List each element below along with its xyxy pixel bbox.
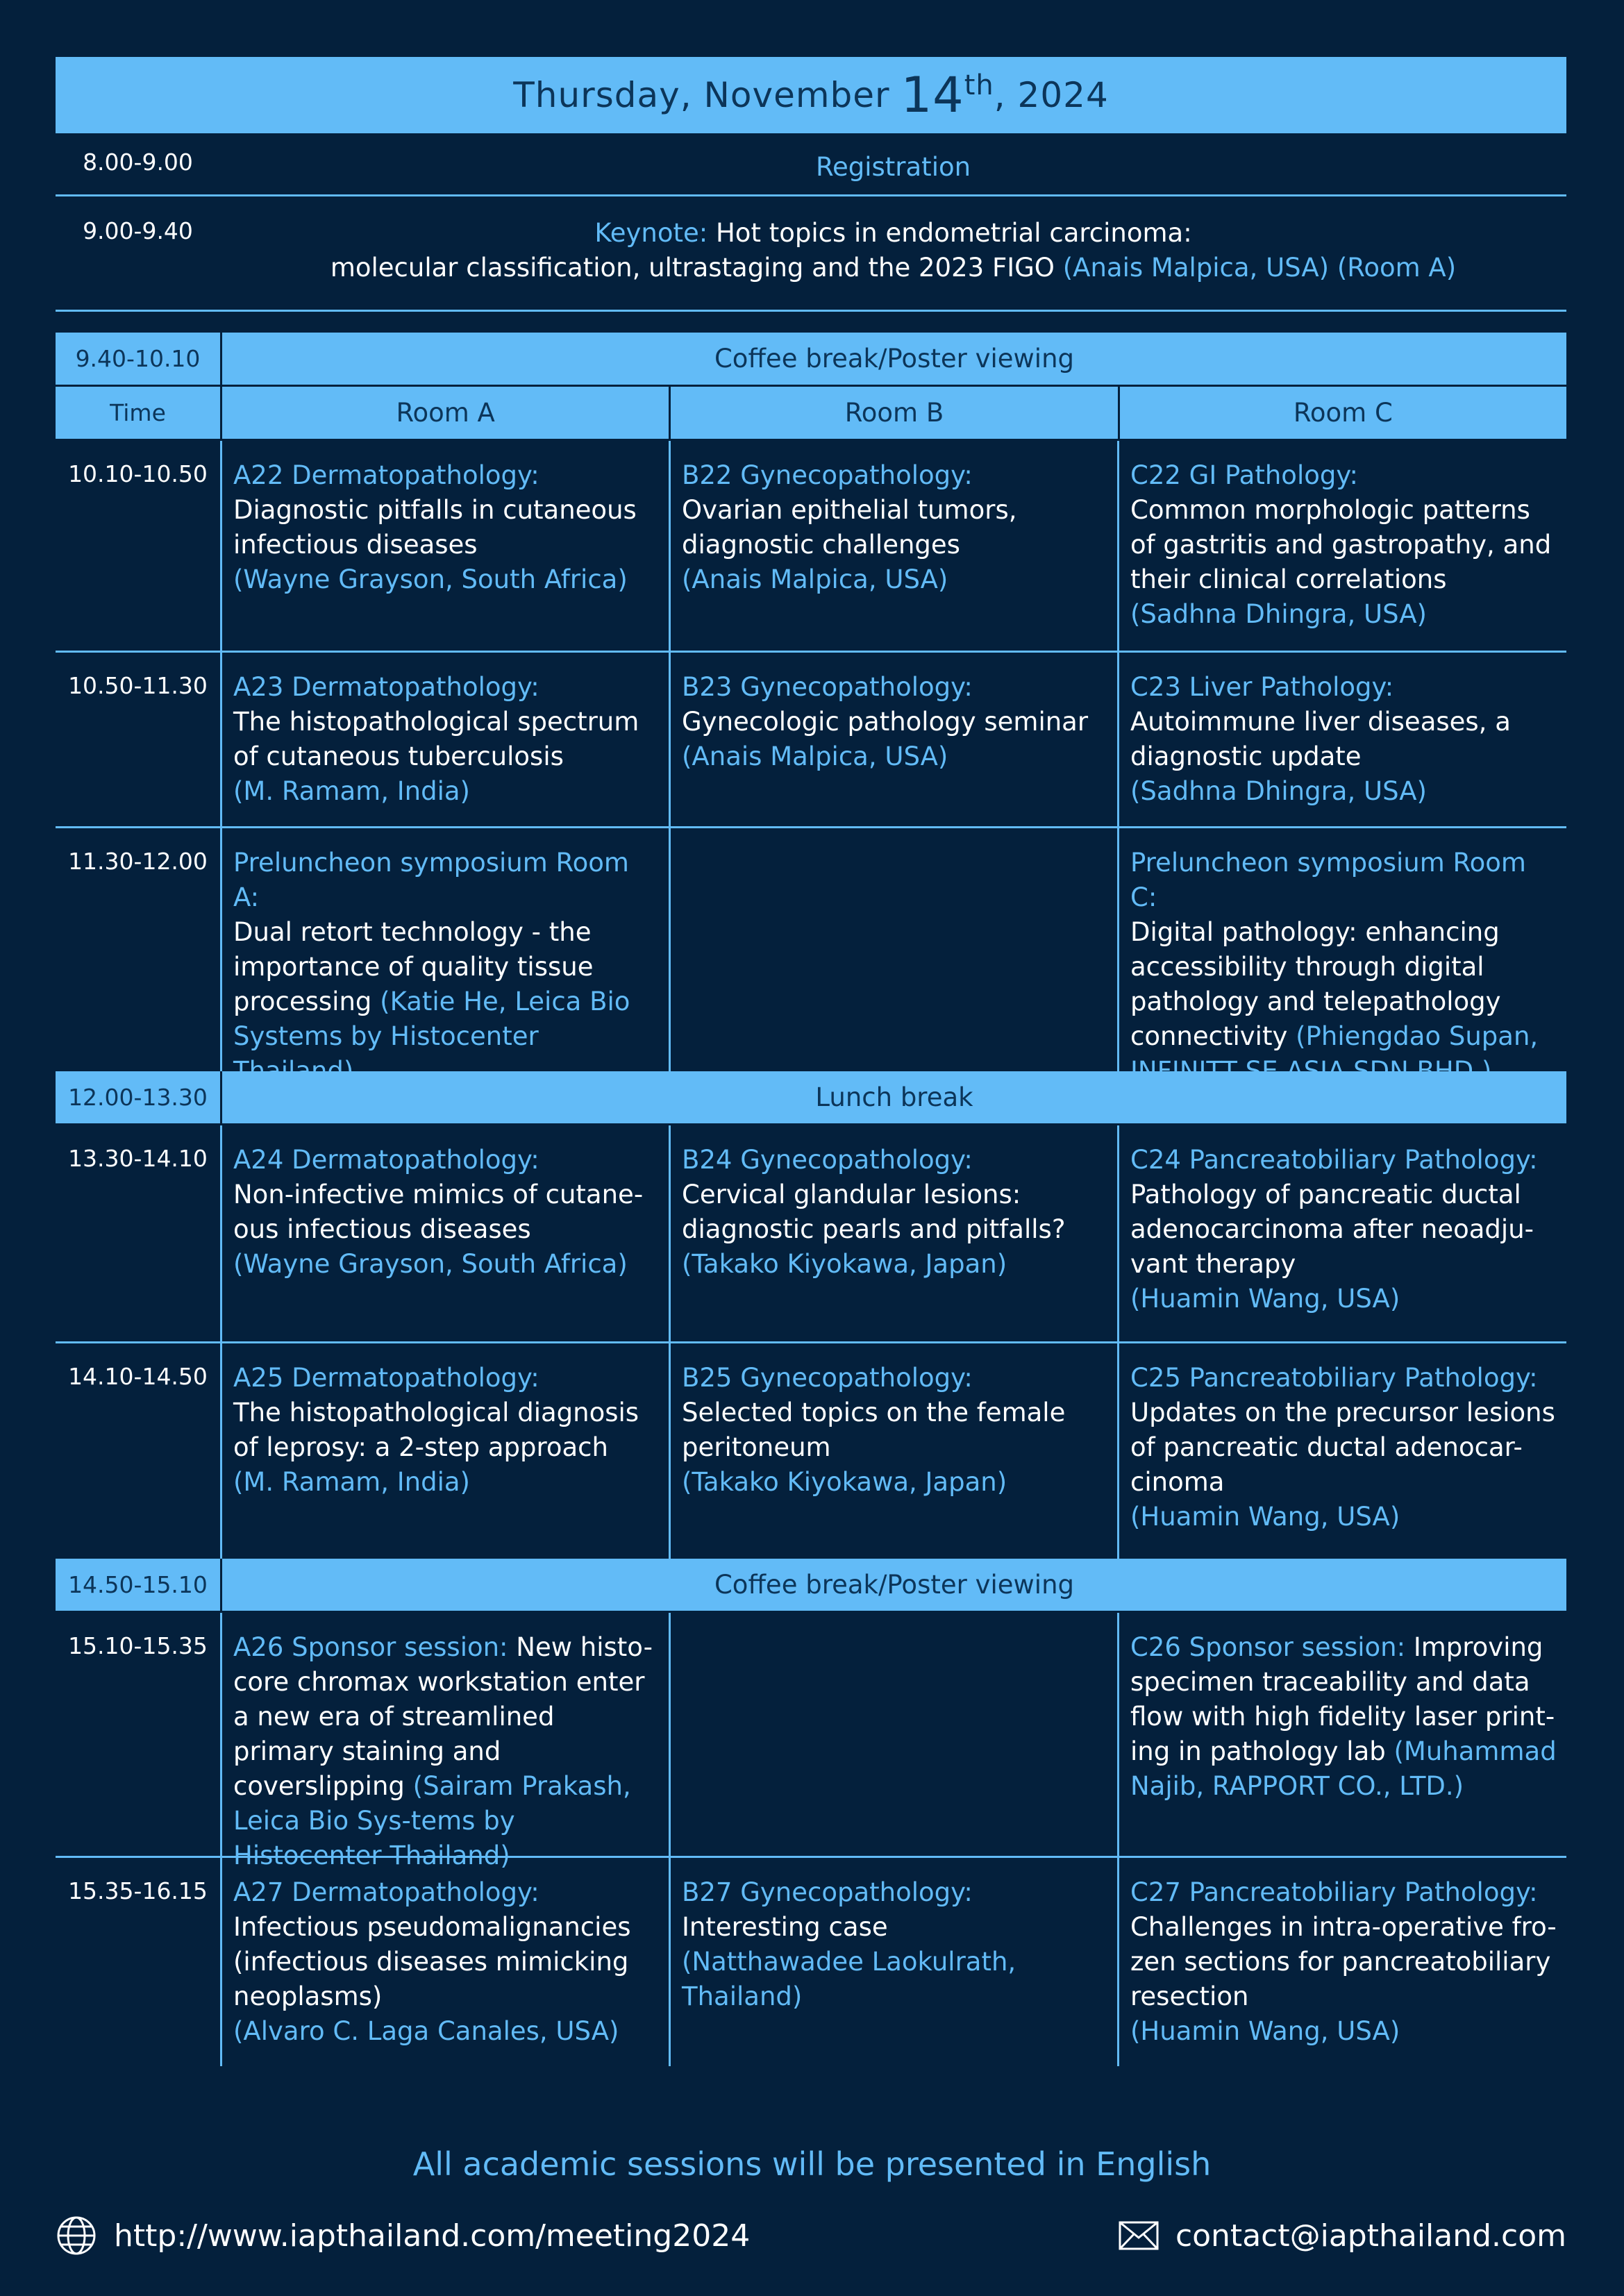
session-room-b [671, 1125, 1119, 1341]
schedule [56, 57, 1566, 2066]
lunch-row [56, 1071, 1566, 1125]
column-header-time: Time [56, 387, 222, 439]
session-title: The histopathological diagnosis of leprosy: a 2-step approach [233, 1398, 639, 1462]
coffee-break-2-label: Coffee break/Poster viewing [714, 1570, 1075, 1600]
session-time: 15.35-16.15 [56, 1858, 222, 2066]
session-room-b [671, 828, 1119, 1071]
session-row [56, 1858, 1566, 2066]
session-row [56, 441, 1566, 653]
session-speaker: (M. Ramam, India) [233, 776, 470, 806]
session-title: Dual retort technology - the importance of quality tissue processing [233, 917, 594, 1016]
lunch-time: 12.00-13.30 [56, 1071, 222, 1123]
session-room-c [1119, 1343, 1566, 1559]
session-room-b [671, 653, 1119, 826]
session-title: Interesting case [682, 1912, 888, 1942]
registration-time: 8.00-9.00 [83, 149, 193, 176]
date-year: , 2024 [994, 75, 1109, 115]
session-room-a [222, 828, 671, 1086]
session-tag: Preluncheon symposium Room A: [233, 848, 629, 912]
session-speaker: (Wayne Grayson, South Africa) [233, 564, 628, 594]
session-tag: C22 GI Pathology: [1130, 460, 1359, 490]
column-header-row [56, 387, 1566, 441]
session-title: Digital pathology: enhancing accessibility through digital pathology and telepathology connectivity [1130, 917, 1501, 1051]
session-time: 14.10-14.50 [56, 1343, 222, 1559]
coffee-break-row-2 [56, 1559, 1566, 1613]
website-link[interactable]: http://www.iapthailand.com/meeting2024 [114, 2218, 751, 2254]
session-title: Non-infective mimics of cutane-ous infectious diseases [233, 1180, 644, 1244]
session-room-a [222, 1858, 671, 2066]
session-title: Updates on the precursor lesions of pancreatic ductal adenocar-cinoma [1130, 1398, 1555, 1497]
session-row [56, 1613, 1566, 1870]
keynote-room: (Room A) [1337, 253, 1457, 283]
keynote-time: 9.00-9.40 [83, 217, 193, 244]
session-title: Common morphologic patterns of gastritis and gastropathy, and their clinical correlations [1130, 495, 1552, 594]
session-title: New histo-core chromax workstation enter a new era of streamlined primary staining and coverslipping [233, 1632, 653, 1801]
session-row [56, 1343, 1566, 1559]
session-room-c [1119, 441, 1566, 651]
session-tag: A26 Sponsor session: [233, 1632, 508, 1662]
envelope-icon [1119, 2221, 1159, 2250]
keynote-line2: molecular classification, ultrastaging and the 2023 FIGO [330, 253, 1055, 283]
email-item[interactable] [1119, 2218, 1566, 2254]
session-title: Diagnostic pitfalls in cutaneous infectious diseases [233, 495, 637, 560]
session-row [56, 828, 1566, 1086]
session-speaker: (Sadhna Dhingra, USA) [1130, 599, 1427, 629]
date-day: 14 [901, 67, 964, 124]
coffee-break-row-1 [56, 333, 1566, 387]
session-tag: Preluncheon symposium Room C: [1130, 848, 1526, 912]
session-tag: C23 Liver Pathology: [1130, 672, 1394, 702]
session-room-b [671, 1613, 1119, 1856]
keynote-cell [220, 196, 1566, 310]
session-speaker: (Katie He, Leica Bio Systems by Histocenter Thailand) [233, 987, 630, 1086]
session-time: 13.30-14.10 [56, 1125, 222, 1341]
session-tag: B24 Gynecopathology: [682, 1145, 973, 1175]
session-tag: C24 Pancreatobiliary Pathology: [1130, 1145, 1538, 1175]
registration-label: Registration [815, 152, 971, 182]
session-speaker: (Sairam Prakash, Leica Bio Sys-tems by Histocenter Thailand) [233, 1771, 631, 1870]
email-link[interactable]: contact@iapthailand.com [1175, 2218, 1566, 2254]
session-time: 15.10-15.35 [56, 1613, 222, 1856]
session-speaker: (Takako Kiyokawa, Japan) [682, 1249, 1007, 1279]
session-time: 11.30-12.00 [56, 828, 222, 1071]
footer-contacts [56, 2215, 1566, 2256]
coffee-break-1-label: Coffee break/Poster viewing [714, 344, 1075, 374]
date-title-bar [56, 57, 1566, 133]
session-room-c [1119, 1125, 1566, 1341]
session-room-b [671, 441, 1119, 651]
keynote-line1: Hot topics in endometrial carcinoma: [715, 218, 1192, 248]
session-tag: A27 Dermatopathology: [233, 1877, 539, 1907]
registration-row [56, 133, 1566, 196]
keynote-tag: Keynote: [594, 218, 708, 248]
session-speaker: (Anais Malpica, USA) [682, 564, 948, 594]
session-title: Selected topics on the female peritoneum [682, 1398, 1066, 1462]
session-tag: A24 Dermatopathology: [233, 1145, 539, 1175]
session-speaker: (Huamin Wang, USA) [1130, 2016, 1400, 2046]
session-speaker: (Muhammad Najib, RAPPORT CO., LTD.) [1130, 1736, 1557, 1801]
session-room-c [1119, 828, 1566, 1086]
session-room-b [671, 1858, 1119, 2066]
session-speaker: (Phiengdao Supan, INFINITT SE ASIA SDN BHD.) [1130, 1021, 1539, 1086]
session-speaker: (Wayne Grayson, South Africa) [233, 1249, 628, 1279]
session-title: Challenges in intra-operative fro-zen sections for pancreatobiliary resection [1130, 1912, 1557, 2011]
date-suffix: th [964, 69, 994, 101]
session-tag: B27 Gynecopathology: [682, 1877, 973, 1907]
session-tag: B23 Gynecopathology: [682, 672, 973, 702]
session-room-a [222, 653, 671, 826]
session-room-c [1119, 1858, 1566, 2066]
coffee-break-1-time: 9.40-10.10 [56, 333, 222, 385]
column-header-room-b: Room B [671, 387, 1119, 439]
keynote-speaker: (Anais Malpica, USA) [1062, 253, 1330, 283]
session-speaker: (Huamin Wang, USA) [1130, 1502, 1400, 1532]
column-header-room-c: Room C [1293, 398, 1393, 428]
session-room-c [1119, 1613, 1566, 1856]
session-time: 10.50-11.30 [56, 653, 222, 826]
session-tag: A23 Dermatopathology: [233, 672, 539, 702]
session-room-a [222, 1613, 671, 1870]
session-title: The histopathological spectrum of cutaneous tuberculosis [233, 707, 639, 771]
session-row [56, 1125, 1566, 1343]
session-row [56, 653, 1566, 828]
session-room-b [671, 1343, 1119, 1559]
session-tag: A25 Dermatopathology: [233, 1363, 539, 1393]
language-note: All academic sessions will be presented in English [412, 2145, 1212, 2183]
session-speaker: (Anais Malpica, USA) [682, 741, 948, 771]
session-title: Cervical glandular lesions: diagnostic pearls and pitfalls? [682, 1180, 1066, 1244]
session-tag: A22 Dermatopathology: [233, 460, 539, 490]
session-title: Gynecologic pathology seminar [682, 707, 1089, 737]
globe-icon [56, 2215, 97, 2256]
session-speaker: (Natthawadee Laokulrath, Thailand) [682, 1947, 1016, 2011]
session-speaker: (Alvaro C. Laga Canales, USA) [233, 2016, 619, 2046]
session-room-a [222, 441, 671, 651]
session-tag: B25 Gynecopathology: [682, 1363, 973, 1393]
session-speaker: (M. Ramam, India) [233, 1467, 470, 1497]
session-tag: C27 Pancreatobiliary Pathology: [1130, 1877, 1538, 1907]
session-room-a [222, 1343, 671, 1559]
session-tag: C25 Pancreatobiliary Pathology: [1130, 1363, 1538, 1393]
lunch-label: Lunch break [815, 1082, 973, 1112]
coffee-break-2-time: 14.50-15.10 [56, 1559, 222, 1611]
session-tag: C26 Sponsor session: [1130, 1632, 1406, 1662]
session-speaker: (Takako Kiyokawa, Japan) [682, 1467, 1007, 1497]
session-title: Ovarian epithelial tumors, diagnostic challenges [682, 495, 1017, 560]
session-title: Infectious pseudomalignancies (infectious diseases mimicking neoplasms) [233, 1912, 631, 2011]
session-speaker: (Sadhna Dhingra, USA) [1130, 776, 1427, 806]
session-title: Pathology of pancreatic ductal adenocarcinoma after neoadju-vant therapy [1130, 1180, 1534, 1279]
column-header-room-a: Room A [222, 387, 671, 439]
session-title: Autoimmune liver diseases, a diagnostic update [1130, 707, 1511, 771]
session-speaker: (Huamin Wang, USA) [1130, 1284, 1400, 1314]
session-tag: B22 Gynecopathology: [682, 460, 973, 490]
session-room-c [1119, 653, 1566, 826]
session-time: 10.10-10.50 [56, 441, 222, 651]
date-prefix: Thursday, November [513, 75, 890, 115]
session-title: Improving specimen traceability and data flow with high fidelity laser print-ing in pathology lab [1130, 1632, 1555, 1766]
keynote-row [56, 196, 1566, 312]
website-item[interactable] [56, 2215, 750, 2256]
session-room-a [222, 1125, 671, 1341]
